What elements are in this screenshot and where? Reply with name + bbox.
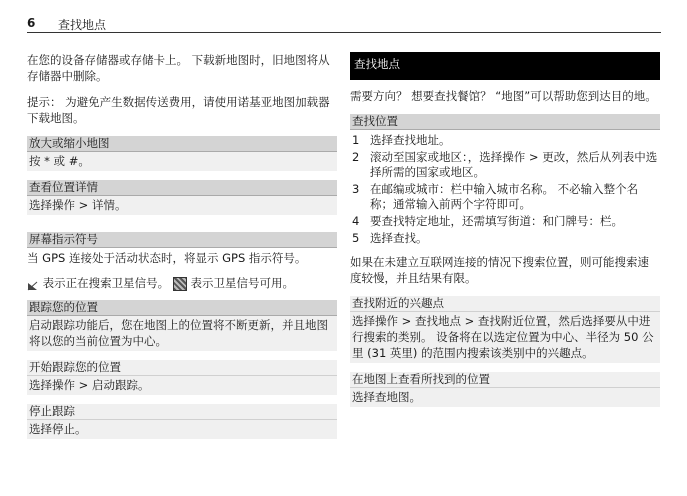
screen-indicators-section bbox=[27, 232, 337, 291]
details-section bbox=[27, 180, 337, 215]
list-item: 5 选择查找。 bbox=[352, 231, 428, 245]
stop-tracking-section bbox=[27, 404, 337, 439]
list-item: 2 滚动至国家或地区：，选择操作 > 更改，然后从列表中选择所需的国家或地区。 bbox=[352, 150, 658, 179]
nearby-section bbox=[350, 296, 660, 363]
screen-indicators-icons bbox=[27, 275, 337, 291]
list-item: 1 选择查找地址。 bbox=[352, 133, 451, 147]
screen-indicators-title: 屏幕指示符号 bbox=[27, 232, 337, 248]
details-title: 查看位置详情 bbox=[27, 180, 337, 196]
nearby-title: 查找附近的兴趣点 bbox=[350, 296, 660, 312]
intro-paragraph: 在您的设备存储器或存储卡上。 下载新地图时，旧地图将从存储器中删除。 bbox=[27, 53, 330, 83]
nearby-body: 选择操作 > 查找地点 > 查找附近位置，然后选择要从中进行搜索的类别。 设备将在以选定位置为中心、半径为 50 公里 (31 英里) 的范围内搜索该类别中的兴趣点。 bbox=[352, 314, 654, 360]
start-tracking-title: 开始跟踪您的位置 bbox=[27, 360, 337, 376]
list-item: 4 要查找特定地址，还需填写街道：和门牌号：栏。 bbox=[352, 214, 623, 228]
tracking-body: 启动跟踪功能后，您在地图上的位置将不断更新，并且地图将以您的当前位置为中心。 bbox=[29, 318, 328, 348]
view-on-map-title: 在地图上查看所找到的位置 bbox=[350, 372, 660, 388]
page-number: 6 bbox=[27, 16, 36, 30]
tracking-title: 跟踪您的位置 bbox=[27, 300, 337, 316]
find-location-title: 查找位置 bbox=[350, 114, 660, 130]
list-item: 3 在邮编或城市：栏中输入城市名称。 不必输入整个名称；通常输入前两个字符即可。 bbox=[352, 182, 639, 211]
tracking-section bbox=[27, 300, 337, 351]
right-column bbox=[350, 52, 660, 416]
view-on-map-body: 选择查地图。 bbox=[352, 390, 421, 404]
zoom-section bbox=[27, 136, 337, 171]
right-intro: 需要方向？ 想要查找餐馆？ “地图”可以帮助您到达目的地。 bbox=[350, 89, 657, 103]
stop-tracking-title: 停止跟踪 bbox=[27, 404, 337, 420]
satellite-searching-icon bbox=[27, 279, 39, 289]
find-steps-list bbox=[350, 133, 660, 246]
details-body: 选择操作 > 详情。 bbox=[29, 198, 127, 212]
left-column bbox=[27, 52, 337, 448]
zoom-title: 放大或缩小地图 bbox=[27, 136, 337, 152]
searching-icon-text: 表示正在搜索卫星信号。 bbox=[42, 276, 170, 290]
start-tracking-body: 选择操作 > 启动跟踪。 bbox=[29, 378, 150, 392]
zoom-body: 按 * 或 #。 bbox=[29, 154, 90, 168]
satellite-available-icon bbox=[173, 277, 187, 291]
available-icon-text: 表示卫星信号可用。 bbox=[190, 276, 294, 290]
search-note: 如果在未建立互联网连接的情况下搜索位置，则可能搜索速度较慢，并且结果有限。 bbox=[350, 255, 649, 285]
view-on-map-section bbox=[350, 372, 660, 407]
section-title-bar: 查找地点 bbox=[350, 52, 660, 80]
stop-tracking-body: 选择停止。 bbox=[29, 422, 87, 436]
page-header bbox=[27, 14, 661, 33]
page-title: 查找地点 bbox=[58, 18, 107, 32]
tip-paragraph: 提示： 为避免产生数据传送费用，请使用诺基亚地图加载器下载地图。 bbox=[27, 95, 330, 125]
start-tracking-section bbox=[27, 360, 337, 395]
find-location-section bbox=[350, 114, 660, 246]
screen-indicators-body: 当 GPS 连接处于活动状态时，将显示 GPS 指示符号。 bbox=[27, 251, 307, 265]
